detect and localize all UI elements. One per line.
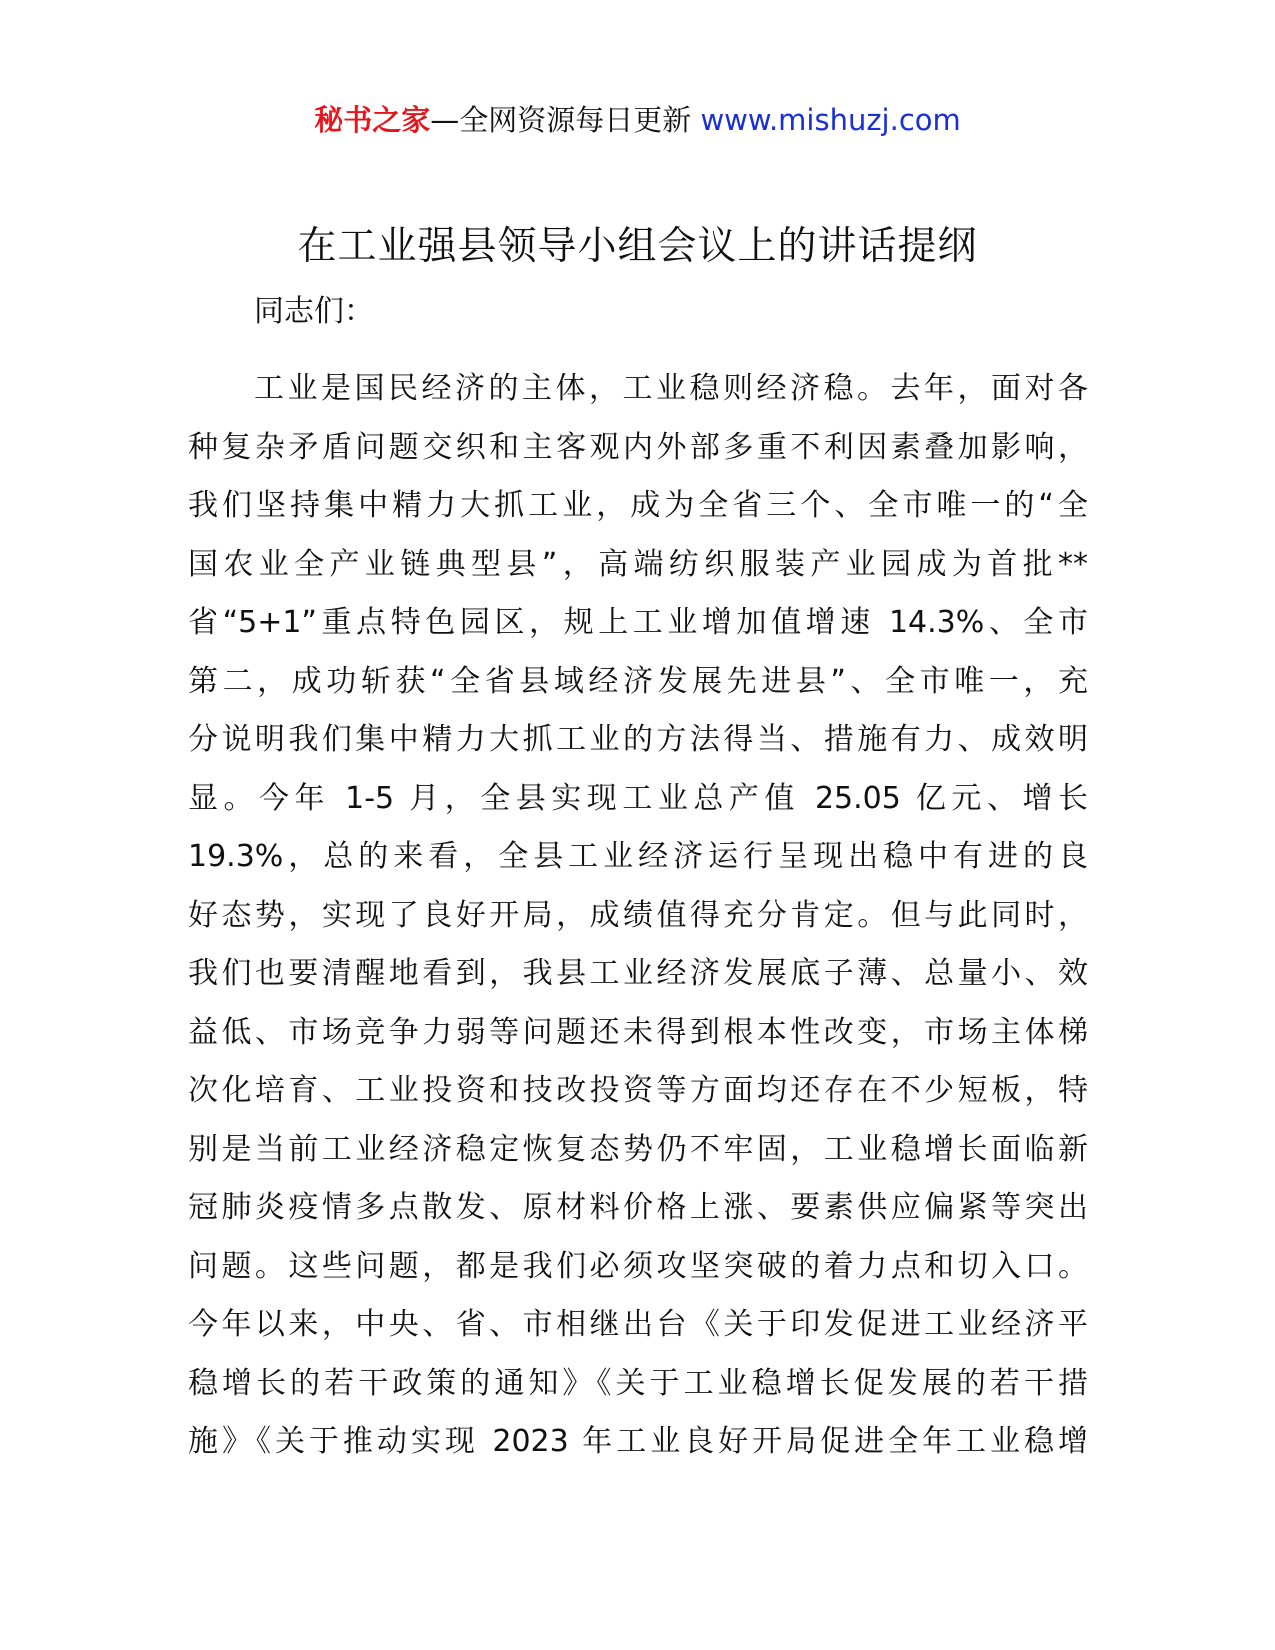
paragraph-line: 别是当前工业经济稳定恢复态势仍不牢固，工业稳增长面临新 (188, 1131, 1088, 1167)
site-header (0, 100, 1275, 140)
brand-name: 秘书之家 (314, 103, 431, 137)
paragraph-line: 问题。这些问题，都是我们必须攻坚突破的着力点和切入口。 (188, 1248, 1088, 1284)
paragraph-line: 国农业全产业链典型县”，高端纺织服装产业园成为首批** (188, 546, 1088, 582)
paragraph-line: 分说明我们集中精力大抓工业的方法得当、措施有力、成效明 (188, 722, 1088, 757)
paragraph-line: 稳增长的若干政策的通知》《关于工业稳增长促发展的若干措 (188, 1365, 1088, 1401)
paragraph-line: 益低、市场竞争力弱等问题还未得到根本性改变，市场主体梯 (188, 1014, 1088, 1050)
paragraph-line: 施》《关于推动实现 2023 年工业良好开局促进全年工业稳增 (188, 1424, 1088, 1459)
paragraph-line: 次化培育、工业投资和技改投资等方面均还存在不少短板，特 (188, 1073, 1088, 1108)
body-paragraph (188, 360, 1088, 1472)
paragraph-line: 我们坚持集中精力大抓工业，成为全省三个、全市唯一的“全 (188, 488, 1088, 523)
salutation: 同志们： (254, 294, 374, 329)
paragraph-line: 好态势，实现了良好开局，成绩值得充分肯定。但与此同时， (188, 897, 1088, 933)
paragraph-line: 显。今年 1-5 月，全县实现工业总产值 25.05 亿元、增长 (188, 780, 1088, 816)
paragraph-line: 第二，成功斩获“全省县域经济发展先进县”、全市唯一，充 (188, 663, 1088, 699)
document-title: 在工业强县领导小组会议上的讲话提纲 (297, 224, 978, 269)
paragraph-line: 工业是国民经济的主体，工业稳则经济稳。去年，面对各 (254, 371, 1088, 406)
paragraph-line: 我们也要清醒地看到，我县工业经济发展底子薄、总量小、效 (188, 956, 1088, 991)
paragraph-line: 冠肺炎疫情多点散发、原材料价格上涨、要素供应偏紧等突出 (188, 1190, 1088, 1225)
paragraph-line: 今年以来，中央、省、市相继出台《关于印发促进工业经济平 (188, 1307, 1088, 1342)
paragraph-line: 种复杂矛盾问题交织和主客观内外部多重不利因素叠加影响， (188, 429, 1088, 465)
paragraph-line: 省“5+1”重点特色园区，规上工业增加值增速 14.3%、全市 (188, 605, 1088, 640)
header-tagline: —全网资源每日更新 (430, 103, 692, 137)
site-url-link[interactable]: www.mishuzj.com (691, 103, 961, 137)
paragraph-line: 19.3%，总的来看，全县工业经济运行呈现出稳中有进的良 (188, 839, 1088, 874)
